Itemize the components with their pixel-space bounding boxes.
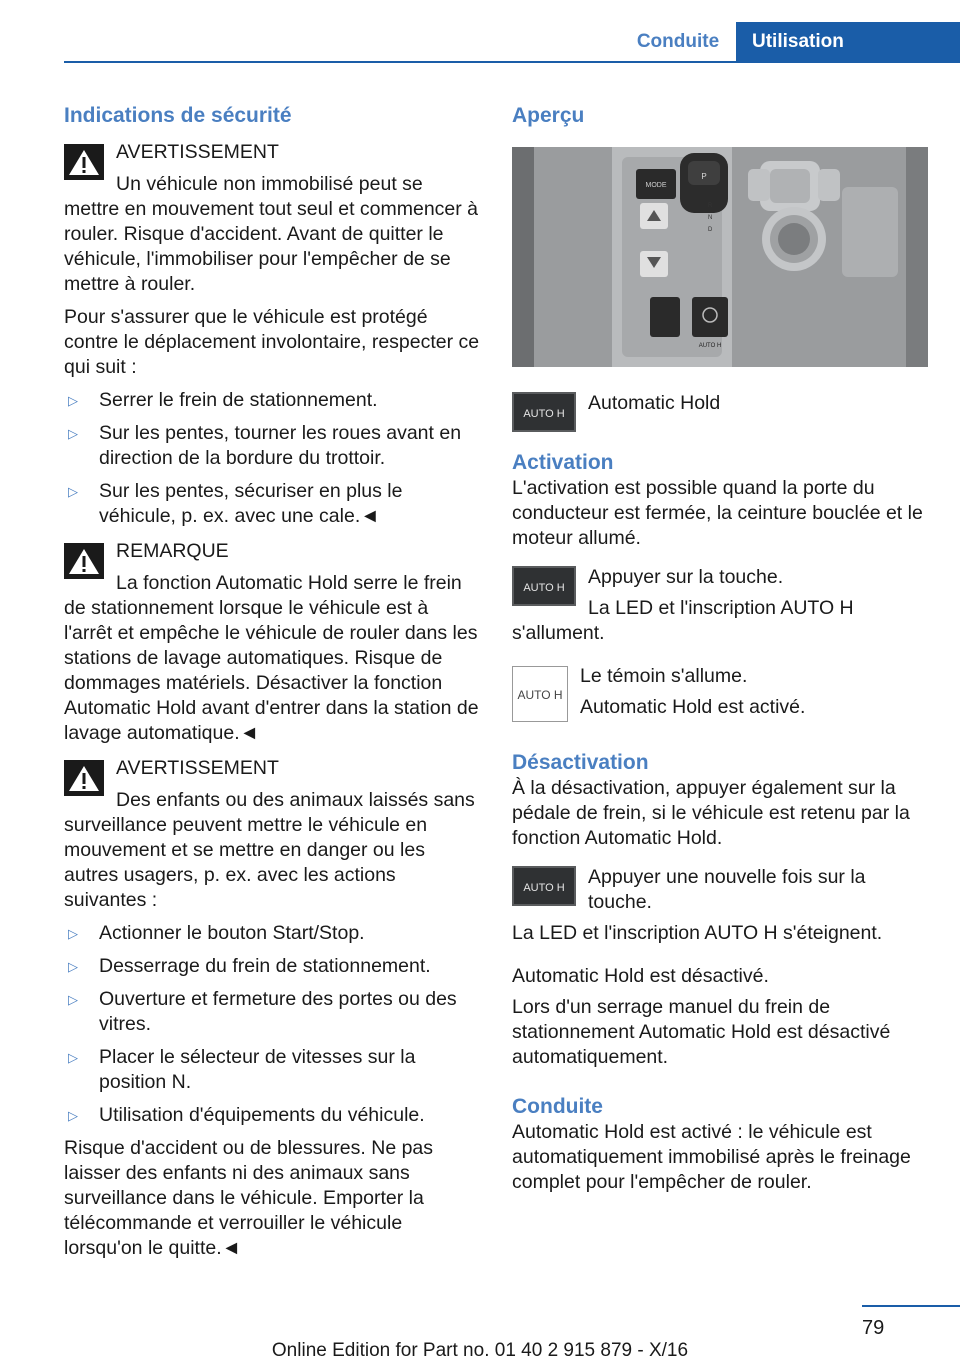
risk-action-list	[64, 921, 480, 1128]
triangle-bullet-icon: ▷	[68, 426, 78, 441]
svg-text:AUTO H: AUTO H	[523, 882, 565, 894]
section-title-overview: Aperçu	[512, 104, 585, 127]
list-item: ▷ Sur les pentes, sécuriser en plus le véhicule, p. ex. avec une cale.◄	[68, 480, 403, 527]
automatic-hold-legend	[512, 391, 928, 436]
deactivation-text: À la désactivation, appuyer également sur la pédale de frein, si le véhicule est retenu par la fonction Automatic Hold.	[512, 777, 910, 849]
left-column	[64, 102, 480, 1261]
manual-brake-text: Lors d'un serrage manuel du frein de stationnement Automatic Hold est désactivé automatiquement.	[512, 996, 891, 1068]
warning-text: Des enfants ou des animaux laissés sans surveillance peuvent mettre le véhicule en mouvement et se mettre en danger ou les autres usagers, p. ex. avec les actions suivantes :	[64, 789, 475, 911]
list-item: ▷ Utilisation d'équipements du véhicule.	[68, 1104, 425, 1126]
note-block	[64, 539, 480, 746]
list-item: ▷ Actionner le bouton Start/Stop.	[68, 922, 365, 944]
triangle-bullet-icon: ▷	[68, 992, 78, 1007]
section-title-safety: Indications de sécurité	[64, 104, 292, 127]
list-item: ▷ Desserrage du frein de stationnement.	[68, 955, 431, 977]
section-title-deactivation: Désactivation	[512, 751, 649, 774]
warning-triangle-icon	[64, 760, 104, 796]
warning-triangle-icon	[64, 543, 104, 579]
right-column	[512, 102, 928, 1195]
list-item: ▷ Ouverture et fermeture des portes ou des vitres.	[68, 988, 457, 1035]
svg-text:AUTO H: AUTO H	[517, 688, 563, 702]
triangle-bullet-icon: ▷	[68, 484, 78, 499]
automatic-hold-caption: Automatic Hold	[588, 392, 721, 414]
auto-h-button-icon	[512, 392, 576, 432]
triangle-bullet-icon: ▷	[68, 1050, 78, 1065]
header-rule	[64, 61, 960, 63]
activation-text: L'activation est possible quand la porte du conducteur est fermée, la ceinture bouclée et le moteur allumé.	[512, 477, 923, 549]
section-title-activation: Activation	[512, 451, 614, 474]
intro-paragraph: Pour s'assurer que le véhicule est protégé contre le déplacement involontaire, respecter ce qui suit :	[64, 306, 480, 378]
deactivation-result-text: La LED et l'inscription AUTO H s'éteignent.	[512, 922, 883, 944]
gear-r-label: R	[708, 203, 713, 209]
gear-d-label: D	[708, 227, 713, 233]
indicator-lamp-block	[512, 664, 928, 726]
auto-h-button-icon	[512, 866, 576, 906]
triangle-bullet-icon: ▷	[68, 926, 78, 941]
warning-heading: AVERTISSEMENT	[116, 141, 279, 163]
driving-text: Automatic Hold est activé : le véhicule est automatiquement immobilisé après le freinage complet pour l'empêcher de rouler.	[512, 1121, 911, 1193]
svg-text:AUTO H: AUTO H	[523, 582, 565, 594]
header-tab-utilisation[interactable]: Utilisation	[736, 22, 960, 62]
list-item: ▷ Serrer le frein de stationnement.	[68, 389, 378, 411]
deactivation-step-text: Appuyer une nouvelle fois sur la touche.	[588, 866, 866, 913]
activation-step	[512, 565, 928, 646]
closing-paragraph: Risque d'accident ou de blessures. Ne pas laisser des enfants ni des animaux sans surveillance dans le véhicule. Emporter la télécommande et verrouiller le véhicule lorsqu'on le quitte.◄	[64, 1137, 434, 1259]
warning-block-2	[64, 756, 480, 913]
footer-rule	[862, 1305, 960, 1307]
list-item: ▷ Sur les pentes, tourner les roues avant en direction de la bordure du trottoir.	[68, 422, 462, 469]
indicator-status-text: Automatic Hold est activé.	[580, 696, 806, 718]
triangle-bullet-icon: ▷	[68, 393, 78, 408]
gear-n-label: N	[708, 215, 713, 221]
activation-step-text: Appuyer sur la touche.	[588, 566, 784, 588]
deactivation-step	[512, 865, 928, 915]
list-item: ▷ Placer le sélecteur de vitesses sur la position N.	[68, 1046, 416, 1093]
auto-h-indicator-lamp-icon	[512, 666, 568, 722]
warning-triangle-icon	[64, 144, 104, 180]
svg-text:AUTO H: AUTO H	[523, 408, 565, 420]
warning-heading: AVERTISSEMENT	[116, 757, 279, 779]
precaution-list	[64, 388, 480, 529]
warning-text: Un véhicule non immobilisé peut se mettre en mouvement tout seul et commencer à rouler. Risque d'accident. Avant de quitter le véhicule, l'immobiliser pour l'empêcher de se mettre à rouler.	[64, 173, 479, 295]
deactivation-status-text: Automatic Hold est désactivé.	[512, 965, 769, 987]
header-tab-conduite[interactable]: Conduite	[636, 31, 720, 52]
indicator-lamp-text: Le témoin s'allume.	[580, 665, 748, 687]
section-title-driving: Conduite	[512, 1095, 603, 1118]
gear-p-label: P	[701, 172, 707, 181]
note-heading: REMARQUE	[116, 540, 229, 562]
page-number: 79	[862, 1317, 885, 1339]
triangle-bullet-icon: ▷	[68, 959, 78, 974]
mode-label: MODE	[645, 182, 667, 189]
note-text: La fonction Automatic Hold serre le frein de stationnement lorsque le véhicule est à l'arrêt et empêche le véhicule de rouler dans les stations de lavage automatiques. Risque de dommages matériels. Désactiver la fonction Automatic Hold avant d'entrer dans la station de lavage automatique.◄	[64, 572, 479, 744]
edition-footer: Online Edition for Part no. 01 40 2 915 879 - X/16	[271, 1340, 689, 1361]
warning-block-1	[64, 140, 480, 297]
auto-h-button-icon	[512, 566, 576, 606]
triangle-bullet-icon: ▷	[68, 1108, 78, 1123]
autoh-button-label: AUTO H	[698, 343, 722, 349]
center-console-photo	[512, 147, 928, 367]
activation-result-text: La LED et l'inscription AUTO H s'allument.	[512, 597, 854, 644]
